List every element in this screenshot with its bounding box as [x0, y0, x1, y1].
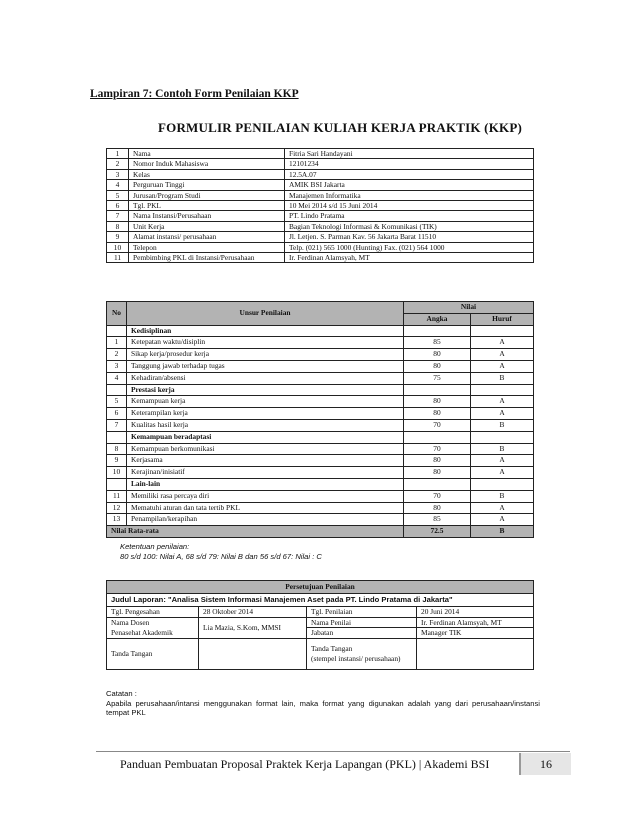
grading-notes-title: Ketentuan penilaian:	[120, 542, 190, 551]
average-row	[107, 526, 534, 538]
signature-stamp-space	[417, 638, 534, 669]
approval-table	[106, 580, 534, 670]
group-huruf	[471, 478, 534, 490]
approval-header: Persetujuan Penilaian	[107, 581, 534, 594]
group-name: Kedisiplinan	[127, 325, 404, 337]
item-no: 12	[107, 502, 127, 514]
dosen-label: Nama Dosen Penasehat Akademik	[107, 617, 199, 638]
item-angka: 85	[404, 514, 471, 526]
assessment-row	[107, 455, 534, 467]
item-angka: 80	[404, 360, 471, 372]
item-no: 3	[107, 360, 127, 372]
assessment-table	[106, 301, 534, 538]
assessment-group-row	[107, 478, 534, 490]
assessment-row	[107, 514, 534, 526]
identity-value: Ir. Ferdinan Alamsyah, MT	[285, 253, 534, 263]
identity-row	[107, 149, 534, 159]
item-no: 10	[107, 467, 127, 479]
form-title: FORMULIR PENILAIAN KULIAH KERJA PRAKTIK (KKP)	[158, 120, 522, 135]
group-no	[107, 431, 127, 443]
assessment-row	[107, 408, 534, 420]
assessment-row	[107, 467, 534, 479]
identity-no: 5	[107, 190, 129, 200]
item-no: 2	[107, 349, 127, 361]
assessment-group-row	[107, 384, 534, 396]
item-label: Tanggung jawab terhadap tugas	[127, 360, 404, 372]
identity-label: Telepon	[129, 242, 285, 252]
item-huruf: A	[471, 360, 534, 372]
identity-no: 11	[107, 253, 129, 263]
identity-row	[107, 190, 534, 200]
item-label: Kemampuan kerja	[127, 396, 404, 408]
group-no	[107, 325, 127, 337]
penilai-value: Ir. Ferdinan Alamsyah, MT	[417, 617, 534, 628]
assessment-row	[107, 360, 534, 372]
item-angka: 80	[404, 455, 471, 467]
group-huruf	[471, 325, 534, 337]
item-label: Kemampuan berkomunikasi	[127, 443, 404, 455]
item-label: Ketepatan waktu/disiplin	[127, 337, 404, 349]
identity-row	[107, 242, 534, 252]
item-no: 11	[107, 490, 127, 502]
report-title	[107, 594, 534, 607]
identity-value: PT. Lindo Pratama	[285, 211, 534, 221]
item-huruf: B	[471, 419, 534, 431]
tgl-pengesahan-value: 28 Oktober 2014	[199, 607, 307, 618]
item-no: 5	[107, 396, 127, 408]
grading-notes-text: 80 s/d 100: Nilai A, 68 s/d 79: Nilai B dan 56 s/d 67: Nilai : C	[120, 551, 322, 561]
item-label: Kerajinan/inisiatif	[127, 467, 404, 479]
identity-label: Jurusan/Program Studi	[129, 190, 285, 200]
item-label: Kualitas hasil kerja	[127, 419, 404, 431]
identity-no: 10	[107, 242, 129, 252]
item-no: 9	[107, 455, 127, 467]
identity-value: Fitria Sari Handayani	[285, 149, 534, 159]
signature-stamp-label: Tanda Tangan (stempel instansi/ perusahaan)	[307, 638, 417, 669]
identity-label: Pembimbing PKL di Instansi/Perusahaan	[129, 253, 285, 263]
average-angka: 72.5	[404, 526, 471, 538]
jabatan-label: Jabatan	[307, 628, 417, 639]
identity-row	[107, 253, 534, 263]
item-huruf: A	[471, 349, 534, 361]
group-name: Lain-lain	[127, 478, 404, 490]
footer-divider	[96, 751, 570, 752]
page-number: 16	[519, 753, 571, 775]
item-angka: 85	[404, 337, 471, 349]
item-label: Memiliki rasa percaya diri	[127, 490, 404, 502]
identity-no: 7	[107, 211, 129, 221]
item-angka: 80	[404, 396, 471, 408]
item-no: 7	[107, 419, 127, 431]
identity-row	[107, 232, 534, 242]
dosen-value: Lia Mazia, S.Kom, MMSI	[199, 617, 307, 638]
group-name: Prestasi kerja	[127, 384, 404, 396]
identity-no: 9	[107, 232, 129, 242]
identity-no: 4	[107, 180, 129, 190]
group-huruf	[471, 384, 534, 396]
assessment-row	[107, 337, 534, 349]
item-huruf: A	[471, 396, 534, 408]
identity-label: Tgl. PKL	[129, 201, 285, 211]
identity-value: Manajemen Informatika	[285, 190, 534, 200]
item-no: 13	[107, 514, 127, 526]
group-huruf	[471, 431, 534, 443]
tgl-penilaian-value: 20 Juni 2014	[417, 607, 534, 618]
report-title-value: "Analisa Sistem Informasi Manajemen Aset pada PT. Lindo Pratama di Jakarta"	[167, 595, 453, 605]
identity-row	[107, 211, 534, 221]
assessment-row	[107, 443, 534, 455]
average-huruf: B	[471, 526, 534, 538]
item-angka: 80	[404, 467, 471, 479]
assessment-row	[107, 372, 534, 384]
signature-label: Tanda Tangan	[107, 638, 199, 669]
group-no	[107, 478, 127, 490]
item-label: Kehadiran/absensi	[127, 372, 404, 384]
identity-label: Unit Kerja	[129, 221, 285, 231]
item-huruf: B	[471, 490, 534, 502]
item-huruf: A	[471, 408, 534, 420]
item-angka: 75	[404, 372, 471, 384]
identity-label: Alamat instansi/ perusahaan	[129, 232, 285, 242]
identity-row	[107, 180, 534, 190]
assessment-group-row	[107, 431, 534, 443]
identity-value: Bagian Teknologi Informasi & Komunikasi (TIK)	[285, 221, 534, 231]
item-no: 1	[107, 337, 127, 349]
penilai-label: Nama Penilai	[307, 617, 417, 628]
item-no: 8	[107, 443, 127, 455]
item-angka: 70	[404, 443, 471, 455]
header-no: No	[107, 302, 127, 326]
item-label: Sikap kerja/prosedur kerja	[127, 349, 404, 361]
item-huruf: B	[471, 372, 534, 384]
item-label: Penampilan/kerapihan	[127, 514, 404, 526]
identity-value: Jl. Letjen. S. Parman Kav. 56 Jakarta Barat 11510	[285, 232, 534, 242]
identity-no: 2	[107, 159, 129, 169]
identity-row	[107, 169, 534, 179]
jabatan-value: Manager TIK	[417, 628, 534, 639]
item-no: 6	[107, 408, 127, 420]
tgl-pengesahan-label: Tgl. Pengesahan	[107, 607, 199, 618]
notes-title: Catatan :	[106, 689, 137, 698]
item-label: Keterampilan kerja	[127, 408, 404, 420]
group-angka	[404, 384, 471, 396]
header-unsur: Unsur Penilaian	[127, 302, 404, 326]
assessment-row	[107, 490, 534, 502]
identity-table	[106, 148, 534, 263]
item-angka: 70	[404, 490, 471, 502]
grading-notes	[120, 542, 322, 561]
group-angka	[404, 478, 471, 490]
item-huruf: A	[471, 514, 534, 526]
item-angka: 80	[404, 502, 471, 514]
assessment-row	[107, 502, 534, 514]
identity-value: AMIK BSI Jakarta	[285, 180, 534, 190]
signature-space	[199, 638, 307, 669]
identity-no: 3	[107, 169, 129, 179]
report-title-label: Judul Laporan:	[111, 595, 166, 605]
identity-no: 8	[107, 221, 129, 231]
header-nilai: Nilai	[404, 302, 534, 314]
header-huruf: Huruf	[471, 313, 534, 325]
identity-row	[107, 221, 534, 231]
assessment-row	[107, 349, 534, 361]
tgl-penilaian-label: Tgl. Penilaian	[307, 607, 417, 618]
identity-value: Telp. (021) 565 1000 (Hunting) Fax. (021) 564 1000	[285, 242, 534, 252]
group-angka	[404, 431, 471, 443]
identity-label: Nomor Induk Mahasiswa	[129, 159, 285, 169]
identity-label: Perguruan Tinggi	[129, 180, 285, 190]
notes-text: Apabila perusahaan/intansi menggunakan format lain, maka format yang digunakan adalah yang dari perusahaan/instansi tempat PKL	[106, 698, 540, 718]
identity-value: 10 Mei 2014 s/d 15 Juni 2014	[285, 201, 534, 211]
assessment-group-row	[107, 325, 534, 337]
average-label: Nilai Rata-rata	[107, 526, 404, 538]
assessment-row	[107, 419, 534, 431]
item-huruf: B	[471, 443, 534, 455]
group-angka	[404, 325, 471, 337]
notes-section	[106, 689, 540, 718]
footer-text: Panduan Pembuatan Proposal Praktek Kerja Lapangan (PKL) | Akademi BSI	[120, 757, 490, 771]
item-angka: 70	[404, 419, 471, 431]
assessment-row	[107, 396, 534, 408]
identity-value: 12101234	[285, 159, 534, 169]
item-huruf: A	[471, 467, 534, 479]
item-huruf: A	[471, 502, 534, 514]
identity-label: Kelas	[129, 169, 285, 179]
identity-value: 12.5A.07	[285, 169, 534, 179]
item-huruf: A	[471, 455, 534, 467]
item-no: 4	[107, 372, 127, 384]
group-no	[107, 384, 127, 396]
identity-label: Nama	[129, 149, 285, 159]
identity-no: 6	[107, 201, 129, 211]
item-angka: 80	[404, 408, 471, 420]
group-name: Kemampuan beradaptasi	[127, 431, 404, 443]
identity-label: Nama Instansi/Perusahaan	[129, 211, 285, 221]
item-label: Kerjasama	[127, 455, 404, 467]
identity-row	[107, 159, 534, 169]
item-angka: 80	[404, 349, 471, 361]
identity-no: 1	[107, 149, 129, 159]
item-label: Mematuhi aturan dan tata tertib PKL	[127, 502, 404, 514]
header-angka: Angka	[404, 313, 471, 325]
item-huruf: A	[471, 337, 534, 349]
document-caption: Lampiran 7: Contoh Form Penilaian KKP	[90, 88, 299, 100]
identity-row	[107, 201, 534, 211]
